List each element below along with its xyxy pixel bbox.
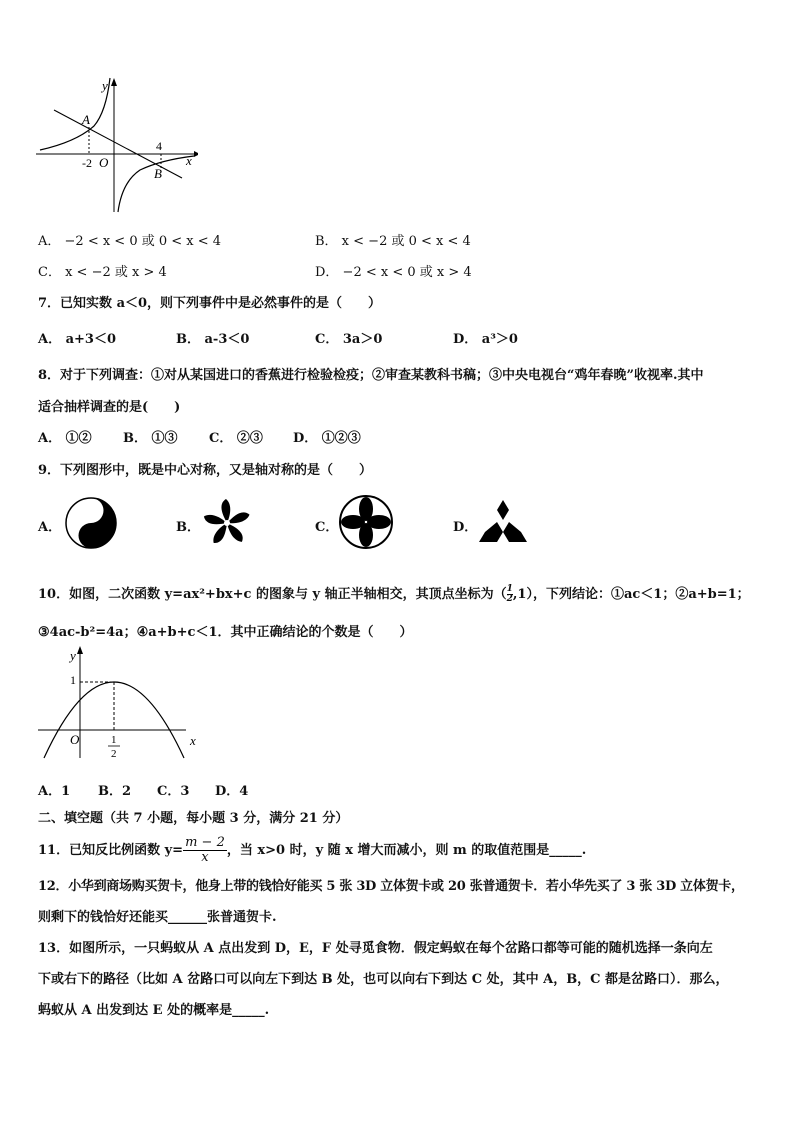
q8-stem-line1: 8．对于下列调查：①对从某国进口的香蕉进行检验检疫；②审查某教科书稿；③中央电视台“鸡年春晚”收视率.其中 (38, 368, 704, 383)
q9-option-d-label[interactable]: D． (453, 520, 478, 535)
q10-option-d[interactable]: D．4 (215, 784, 249, 799)
q7-stem: 7．已知实数 a＜0，则下列事件中是必然事件的是（ ） (38, 296, 382, 311)
q11-denominator: x (201, 850, 209, 865)
q8-stem-line2: 适合抽样调查的是( ) (38, 400, 181, 415)
fig6-label-minus2: -2 (82, 156, 92, 170)
q10-stem-part1: 10．如图，二次函数 y=ax²+bx+c 的图象与 y 轴正半轴相交，其顶点坐标为（ (38, 587, 507, 602)
q10-stem-part2: ,1），下列结论：①ac＜1；②a+b=1； (512, 587, 750, 602)
q10-stem-line1 (38, 583, 750, 604)
q10-stem-line2: ③4ac-b²=4a；④a+b+c＜1．其中正确结论的个数是（ ） (38, 625, 413, 640)
fig10-label-x: x (190, 733, 196, 748)
q7-option-c[interactable]: C． 3a＞0 (315, 332, 383, 347)
fig10-label-O: O (70, 732, 80, 747)
q13-stem-line3: 蚂蚁从 A 出发到达 E 处的概率是_____. (38, 1003, 270, 1018)
q11-part1: 11．已知反比例函数 y= (38, 843, 184, 858)
y-axis-arrow (111, 78, 117, 86)
q13-stem-line2: 下或右下的路径（比如 A 岔路口可以向左下到达 B 处，也可以向右下到达 C 处，其中 A，B，C 都是岔路口）．那么， (38, 972, 729, 987)
q10-vertex-numerator: 1 (506, 584, 513, 594)
q12-stem-line1: 12．小华到商场购买贺卡，他身上带的钱恰好能买 5 张 3D 立体贺卡或 20 张普通贺卡．若小华先买了 3 张 3D 立体贺卡， (38, 879, 744, 894)
q11-fraction (183, 836, 227, 865)
straight-line (54, 110, 182, 178)
q8-option-d[interactable]: D． ①②③ (293, 431, 361, 446)
q8-option-b[interactable]: B． ①③ (123, 431, 178, 446)
q9-stem: 9．下列图形中，既是中心对称，又是轴对称的是（ ） (38, 463, 373, 478)
q10-option-c[interactable]: C．3 (157, 784, 190, 799)
q12-stem-line2: 则剩下的钱恰好还能买______张普通贺卡. (38, 910, 277, 925)
q13-stem-line1: 13．如图所示，一只蚂蚁从 A 点出发到 D，E，F 处寻觅食物．假定蚂蚁在每个岔路口都等可能的随机选择一条向左 (38, 941, 713, 956)
q9-option-a-label[interactable]: A． (38, 520, 62, 535)
three-diamond-icon (478, 498, 528, 544)
fig6-label-B: B (154, 166, 162, 181)
fig6-label-O: O (99, 155, 109, 170)
hyperbola-left-branch (40, 78, 110, 150)
fig6-label-A: A (82, 112, 90, 127)
x-axis-arrow (194, 151, 198, 157)
y-axis-arrow (77, 646, 83, 654)
yin-yang-icon (64, 496, 118, 550)
q6-option-d[interactable]: D． −2 < x < 0 或 x > 4 (315, 265, 472, 280)
q9-option-b-label[interactable]: B． (176, 520, 200, 535)
fig10-label-half-num: 1 (111, 734, 117, 746)
q11-numerator: m − 2 (185, 835, 225, 850)
fig10-label-half-den: 2 (111, 748, 117, 760)
q9-option-c-label[interactable]: C． (315, 520, 339, 535)
q10-option-a[interactable]: A．1 (38, 784, 71, 799)
q10-vertex-denominator: 2 (506, 594, 513, 604)
section2-heading: 二、填空题（共 7 小题，每小题 3 分，满分 21 分） (38, 811, 349, 826)
fig6-label-y: y (102, 78, 108, 93)
q6-graph-figure (36, 74, 198, 216)
q10-option-b[interactable]: B．2 (98, 784, 132, 799)
four-petal-icon (338, 494, 394, 550)
q11-part2: ，当 x>0 时，y 随 x 增大而减小，则 m 的取值范围是_____. (226, 843, 587, 858)
pinwheel-icon (200, 496, 254, 550)
q8-option-a[interactable]: A． ①② (38, 431, 92, 446)
fig10-label-y: y (70, 648, 76, 663)
q6-option-b[interactable]: B． x < −2 或 0 < x < 4 (315, 234, 471, 249)
fig10-label-1: 1 (70, 673, 76, 687)
q8-option-c[interactable]: C． ②③ (209, 431, 263, 446)
q7-option-d[interactable]: D． a³＞0 (453, 332, 518, 347)
q11-stem (38, 836, 586, 865)
fig6-label-4: 4 (156, 139, 162, 153)
q7-option-b[interactable]: B． a-3＜0 (176, 332, 250, 347)
q6-option-a[interactable]: A． −2 < x < 0 或 0 < x < 4 (38, 234, 222, 249)
q6-option-c[interactable]: C． x < −2 或 x > 4 (38, 265, 167, 280)
q7-option-a[interactable]: A． a+3＜0 (38, 332, 117, 347)
q10-parabola-figure (36, 646, 202, 762)
fig6-label-x: x (186, 153, 192, 168)
